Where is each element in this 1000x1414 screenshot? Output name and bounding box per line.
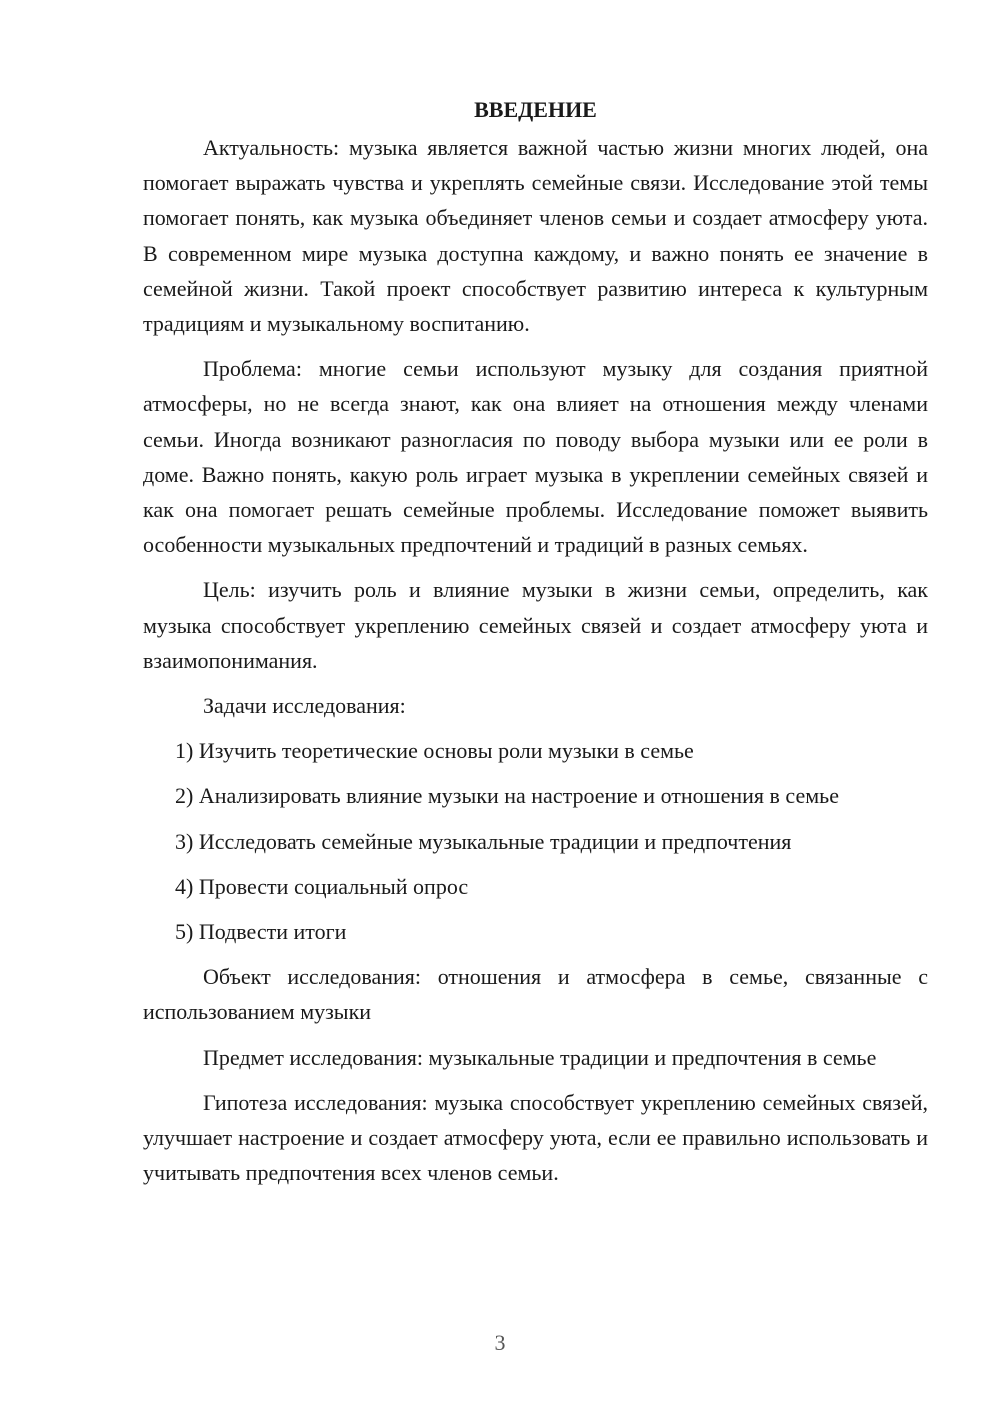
task-item: 3) Исследовать семейные музыкальные традиции и предпочтения bbox=[175, 828, 792, 854]
relevance-paragraph: Актуальность: музыка является важной частью жизни многих людей, она помогает выражать чувства и укреплять семейные связи. Исследование этой темы помогает понять, как музыка объединяет членов семьи и создает атмосферу уюта. В современном мире музыка доступна каждому, и важно понять ее значение в семейной жизни. Такой проект способствует развитию интереса к культурным традициям и музыкальному воспитанию. bbox=[143, 135, 928, 337]
tasks-heading: Задачи исследования: bbox=[203, 693, 406, 719]
page-title: ВВЕДЕНИЕ bbox=[474, 97, 597, 122]
subject-paragraph: Предмет исследования: музыкальные традиции и предпочтения в семье bbox=[203, 1044, 877, 1070]
task-item: 5) Подвести итоги bbox=[175, 919, 347, 945]
problem-paragraph: Проблема: многие семьи используют музыку для создания приятной атмосферы, но не всегда знают, как она влияет на отношения между членами семьи. Иногда возникают разногласия по поводу выбора музыки или ее роли в доме. Важно понять, какую роль играет музыка в укреплении семейных связей и как она помогает решать семейные проблемы. Исследование поможет выявить особенности музыкальных предпочтений и традиций в разных семьях. bbox=[143, 356, 928, 558]
hypothesis-paragraph: Гипотеза исследования: музыка способствует укреплению семейных связей, улучшает настроение и создает атмосферу уюта, если ее правильно использовать и учитывать предпочтения всех членов семьи. bbox=[143, 1089, 928, 1186]
task-item: 1) Изучить теоретические основы роли музыки в семье bbox=[175, 738, 694, 764]
task-list bbox=[143, 733, 928, 949]
document-page bbox=[143, 92, 928, 1200]
goal-paragraph: Цель: изучить роль и влияние музыки в жизни семьи, определить, как музыка способствует укреплению семейных связей и создает атмосферу уюта и взаимопонимания. bbox=[143, 577, 928, 673]
task-item: 4) Провести социальный опрос bbox=[175, 873, 469, 899]
task-item: 2) Анализировать влияние музыки на настроение и отношения в семье bbox=[175, 783, 839, 809]
page-number: 3 bbox=[494, 1330, 506, 1355]
object-paragraph: Объект исследования: отношения и атмосфера в семье, связанные с использованием музыки bbox=[143, 964, 928, 1025]
